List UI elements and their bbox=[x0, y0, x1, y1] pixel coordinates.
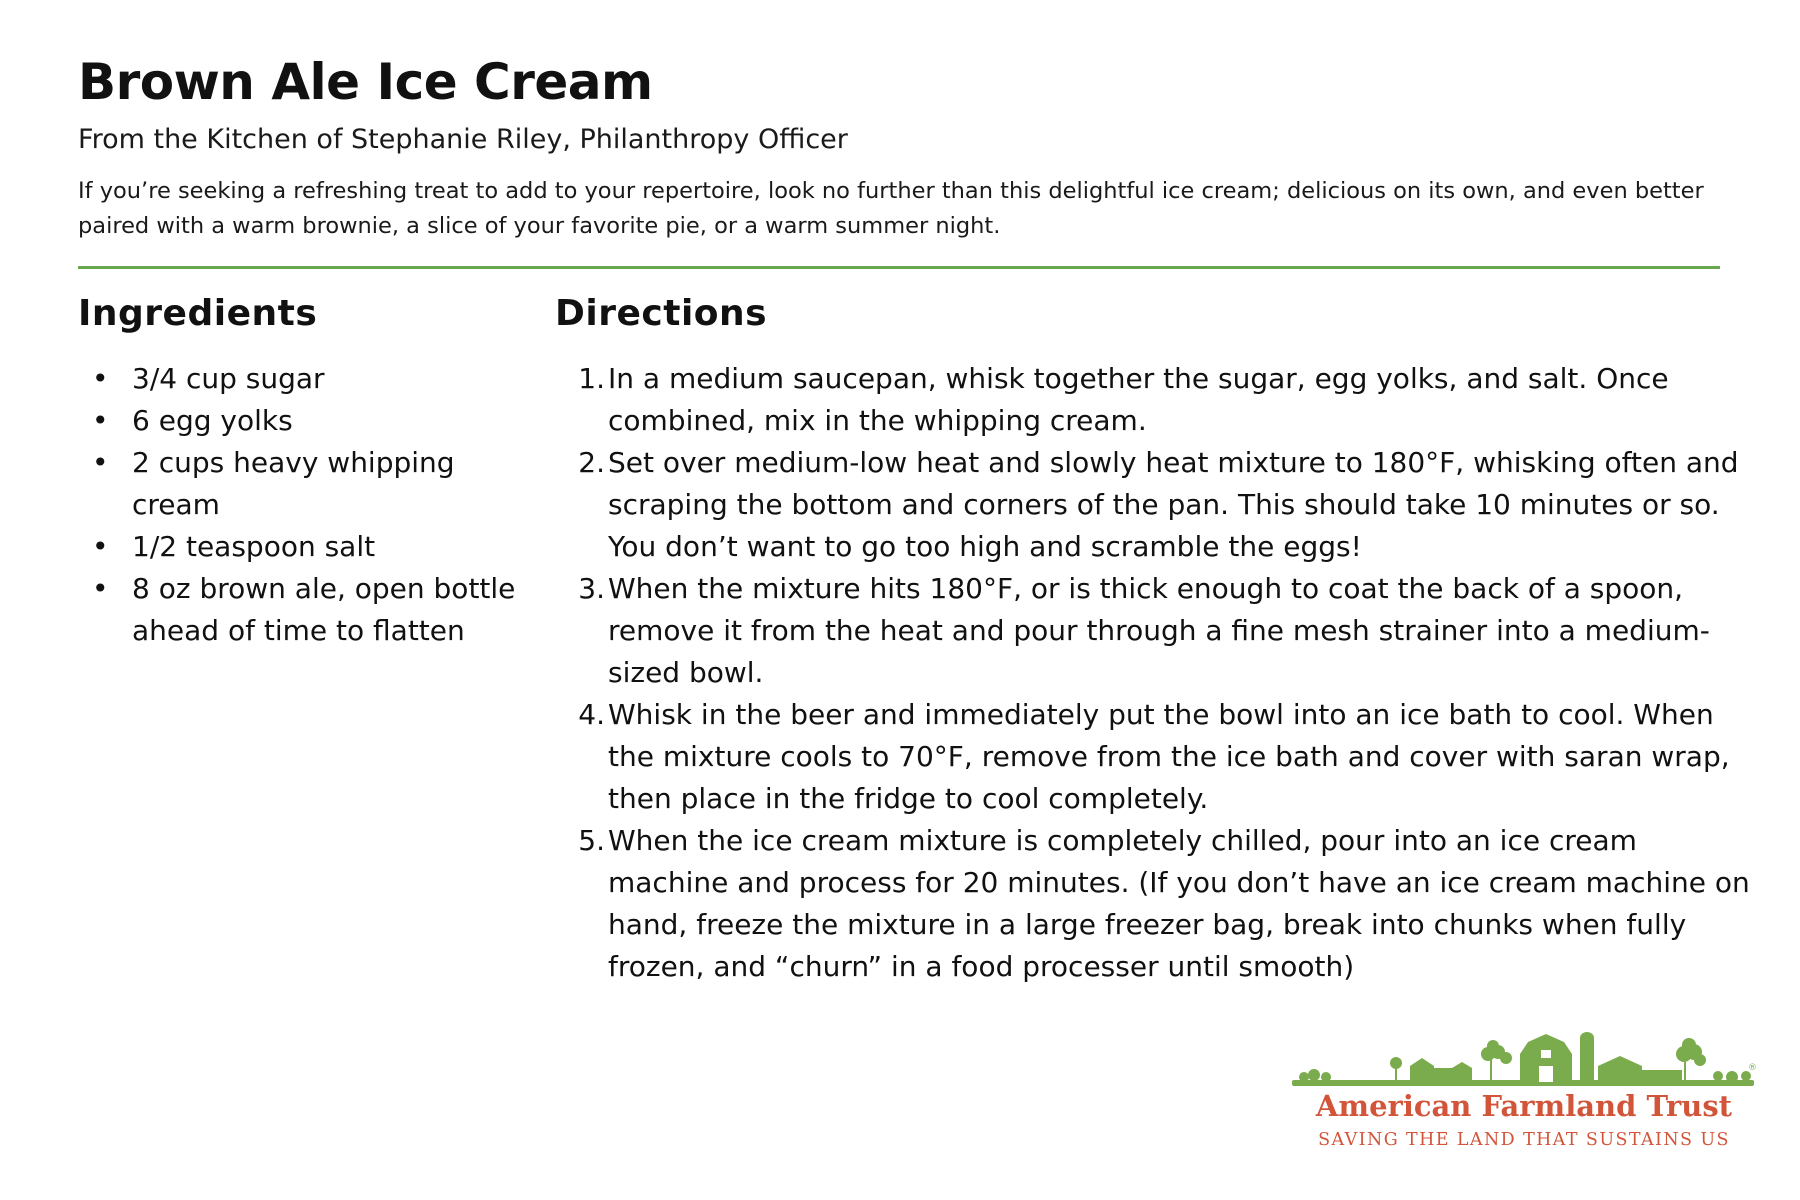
ingredient-text: 8 oz brown ale, open bottle ahead of time to flatten bbox=[132, 572, 516, 647]
ingredient-text: 2 cups heavy whipping cream bbox=[132, 446, 455, 521]
bullet-icon: • bbox=[92, 530, 109, 563]
bullet-icon: • bbox=[92, 404, 109, 437]
recipe-author: From the Kitchen of Stephanie Riley, Philanthropy Officer bbox=[78, 124, 848, 155]
step-number: 2. bbox=[578, 446, 605, 479]
direction-step bbox=[555, 358, 1755, 442]
logo-tagline: SAVING THE LAND THAT SUSTAINS US bbox=[1318, 1130, 1730, 1150]
ingredient-item bbox=[78, 568, 518, 652]
step-number: 5. bbox=[578, 824, 605, 857]
registered-mark: ® bbox=[1748, 1063, 1757, 1073]
ingredient-text: 6 egg yolks bbox=[132, 404, 293, 437]
ingredient-text: 3/4 cup sugar bbox=[132, 362, 325, 395]
step-text: Whisk in the beer and immediately put the bowl into an ice bath to cool. When the mixture cools to 70°F, remove from the ice bath and cover with saran wrap, then place in the fridge to cool completely. bbox=[608, 698, 1730, 815]
step-text: When the ice cream mixture is completely chilled, pour into an ice cream machine and process for 20 minutes. (If you don’t have an ice cream machine on hand, freeze the mixture in a large freezer bag, break into chunks when fully frozen, and “churn” in a food processer until smooth) bbox=[608, 824, 1750, 983]
ingredients-list bbox=[78, 358, 518, 652]
farm-skyline-icon bbox=[1292, 1028, 1762, 1090]
recipe-intro: If you’re seeking a refreshing treat to add to your repertoire, look no further than this delightful ice cream; delicious on its own, and even better paired with a warm brownie, a slice of your favorite pie, or a warm summer night. bbox=[78, 178, 1704, 239]
bullet-icon: • bbox=[92, 362, 109, 395]
direction-step bbox=[555, 442, 1755, 568]
directions-heading: Directions bbox=[555, 293, 768, 334]
ingredient-item bbox=[78, 526, 518, 568]
bullet-icon: • bbox=[92, 446, 109, 479]
logo-name: American Farmland Trust bbox=[1315, 1089, 1733, 1123]
step-text: When the mixture hits 180°F, or is thick enough to coat the back of a spoon, remove it from the heat and pour through a fine mesh strainer into a medium-sized bowl. bbox=[608, 572, 1710, 689]
step-number: 3. bbox=[578, 572, 605, 605]
ingredient-item bbox=[78, 442, 518, 526]
step-text: In a medium saucepan, whisk together the sugar, egg yolks, and salt. Once combined, mix in the whipping cream. bbox=[608, 362, 1669, 437]
step-number: 1. bbox=[578, 362, 605, 395]
section-divider bbox=[78, 266, 1720, 269]
recipe-title: Brown Ale Ice Cream bbox=[78, 53, 653, 111]
step-text: Set over medium-low heat and slowly heat mixture to 180°F, whisking often and scraping the bottom and corners of the pan. This should take 10 minutes or so. You don’t want to go too high and scramble the eggs! bbox=[608, 446, 1739, 563]
ingredients-heading: Ingredients bbox=[78, 293, 318, 334]
ingredient-item bbox=[78, 400, 518, 442]
step-number: 4. bbox=[578, 698, 605, 731]
ingredient-item bbox=[78, 358, 518, 400]
direction-step bbox=[555, 694, 1755, 820]
directions-list bbox=[555, 358, 1755, 988]
ingredient-text: 1/2 teaspoon salt bbox=[132, 530, 376, 563]
bullet-icon: • bbox=[92, 572, 109, 605]
direction-step bbox=[555, 568, 1755, 694]
direction-step bbox=[555, 820, 1755, 988]
american-farmland-trust-logo bbox=[1292, 1028, 1762, 1158]
